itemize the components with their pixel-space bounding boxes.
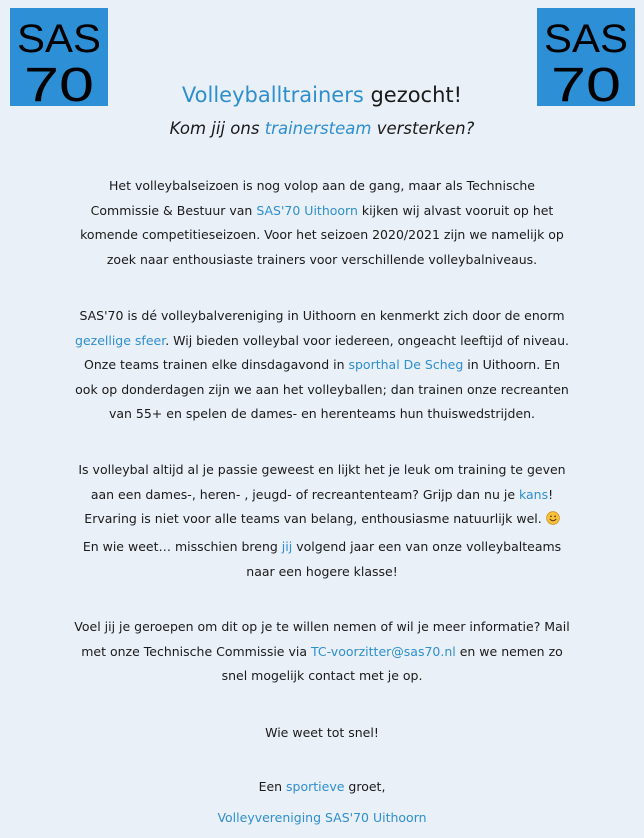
club-paragraph xyxy=(74,304,570,427)
passion-paragraph xyxy=(74,458,570,532)
greeting-post: groet, xyxy=(344,779,386,794)
club-text-3: in Uithoorn. En ook op donderdagen zijn we aan het volleyballen; dan trainen onze recreanten van 55+ en spelen de dames- en herenteams hun thuiswedstrijden. xyxy=(75,357,569,421)
subtitle-highlight: trainersteam xyxy=(264,119,372,138)
logo-text-line1: SAS xyxy=(17,17,101,61)
title-rest: gezocht! xyxy=(363,83,463,107)
logo-text-line1: SAS xyxy=(544,17,628,61)
signature xyxy=(74,806,570,831)
subtitle-post: versterken? xyxy=(371,119,475,138)
you-link[interactable]: jij xyxy=(281,539,293,554)
page-title xyxy=(0,82,644,108)
atmosphere-link[interactable]: gezellige sfeer xyxy=(75,332,166,348)
smiley-emoji-icon xyxy=(546,511,560,525)
sporthal-link[interactable]: sporthal De Scheg xyxy=(348,357,464,372)
contact-text-1: Voel jij je geroepen om dit op je te willen nemen of wil je meer informatie? Mail met onze Technische Commissie via xyxy=(74,619,570,659)
sportive-link[interactable]: sportieve xyxy=(286,779,345,794)
logo-text-line2: 70 xyxy=(24,59,94,106)
intro-text-1: Het volleybalseizoen is nog volop aan de gang, maar als Technische Commissie & Bestuur van xyxy=(90,178,535,218)
greeting-pre: Een xyxy=(258,779,287,794)
ambition-paragraph xyxy=(74,535,570,584)
ambition-text-2: volgend jaar een van onze volleybalteams naar een hogere klasse! xyxy=(246,539,562,579)
title-highlight: Volleyballtrainers xyxy=(181,83,364,107)
passion-text-1: Is volleybal altijd al je passie geweest en lijkt het je leuk om training te geven aan een dames-, heren- , jeugd- of recreantenteam? Grijp dan nu je xyxy=(78,462,566,502)
club-text-1: SAS'70 is dé volleybalvereniging in Uithoorn en kenmerkt zich door de enorm xyxy=(79,308,565,323)
intro-paragraph xyxy=(74,174,570,272)
contact-text-2: en we nemen zo snel mogelijk contact met je op. xyxy=(221,643,563,683)
greeting xyxy=(74,775,570,800)
closing-line: Wie weet tot snel! xyxy=(265,725,379,740)
email-link[interactable]: TC-voorzitter@sas70.nl xyxy=(310,643,456,659)
club-text-2: . Wij bieden volleybal voor iedereen, ongeacht leeftijd of niveau. Onze teams trainen elke dinsdagavond in xyxy=(84,332,569,372)
contact-paragraph xyxy=(74,615,570,689)
ambition-text-1: En wie weet… misschien breng xyxy=(82,539,282,554)
passion-text-2: ! Ervaring is niet voor alle teams van belang, enthousiasme natuurlijk wel. xyxy=(84,486,554,526)
signature-link[interactable]: Volleyvereniging SAS'70 Uithoorn xyxy=(217,810,427,825)
chance-link[interactable]: kans xyxy=(519,486,549,502)
club-link[interactable]: SAS'70 Uithoorn xyxy=(256,202,358,218)
intro-text-2: kijken wij alvast vooruit op het komende competitieseizoen. Voor het seizoen 2020/2021 zijn we namelijk op zoek naar enthousiaste trainers voor verschillende volleybalniveaus. xyxy=(80,202,564,267)
page-subtitle xyxy=(0,118,644,140)
logo-text-line2: 70 xyxy=(551,59,621,106)
subtitle-pre: Kom jij ons xyxy=(169,119,265,138)
